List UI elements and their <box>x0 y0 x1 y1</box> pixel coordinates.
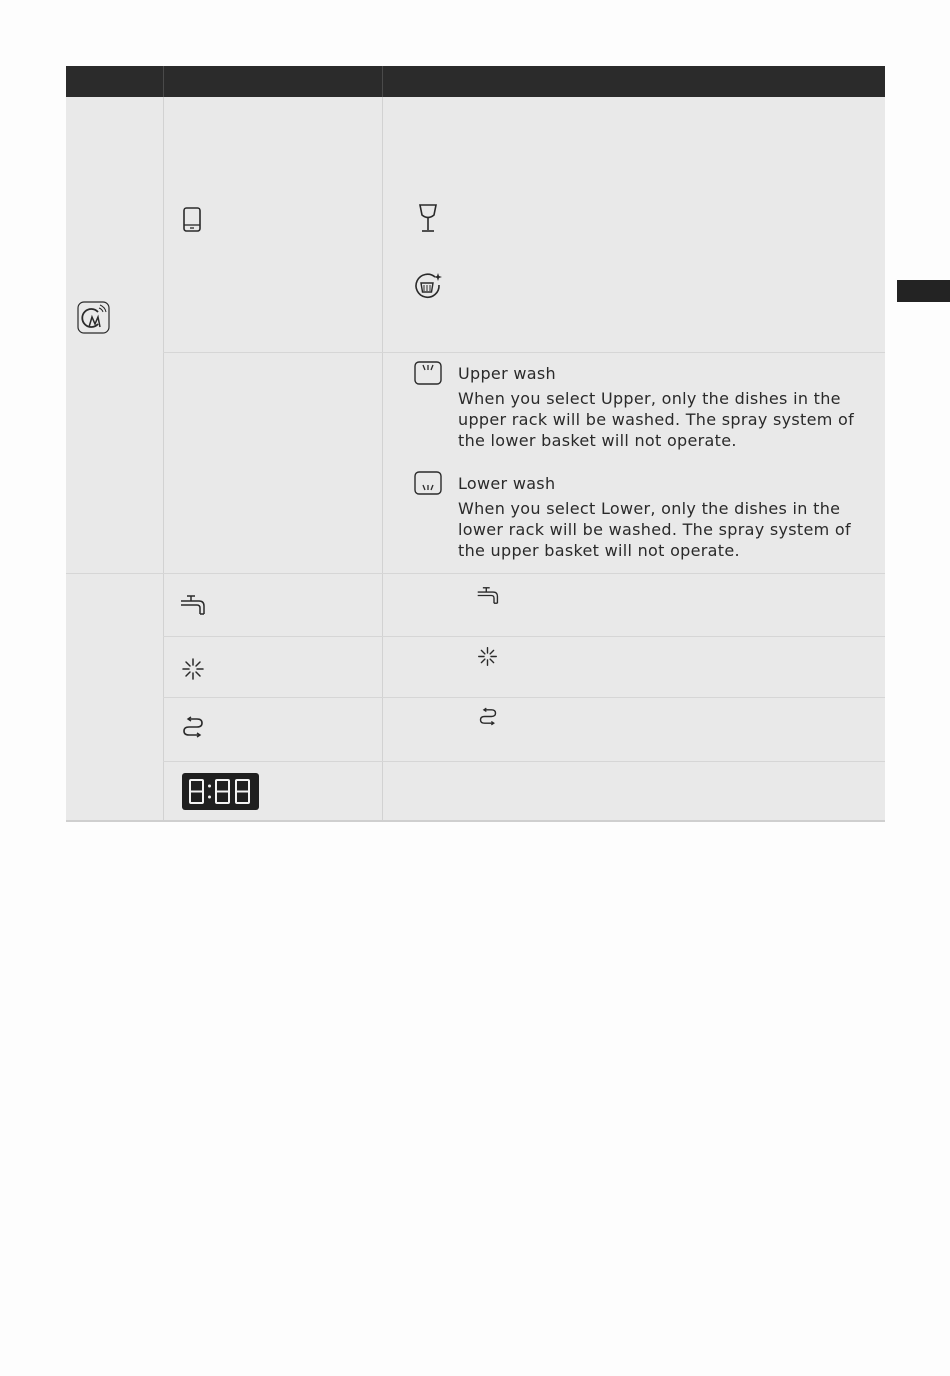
upper-wash-title: Upper wash <box>458 364 556 383</box>
row-divider <box>163 636 885 637</box>
smartphone-icon <box>182 207 202 233</box>
table-bottom-border <box>66 820 885 822</box>
row-divider <box>66 573 885 574</box>
upper-wash-description: When you select Upper, only the dishes in the upper rack will be washed. The spray system of the lower basket will not operate. <box>458 389 855 450</box>
lower-wash-title: Lower wash <box>458 474 556 493</box>
column-divider <box>382 97 383 822</box>
row-divider <box>163 761 885 762</box>
lower-wash-description: When you select Lower, only the dishes in the lower rack will be washed. The spray system of the upper basket will not operate. <box>458 499 851 560</box>
salt-regenerate-icon <box>181 716 205 738</box>
display-value: 8:88 <box>182 773 185 774</box>
rinse-aid-sparkle-icon <box>477 646 498 667</box>
row-divider <box>163 352 885 353</box>
rinse-aid-sparkle-icon <box>181 657 205 681</box>
column-divider <box>163 97 164 822</box>
lower-rack-icon <box>414 471 442 495</box>
upper-rack-icon <box>414 361 442 385</box>
digital-display <box>182 773 259 810</box>
header-divider <box>382 66 383 97</box>
table-header <box>66 66 885 97</box>
side-tab-marker <box>897 280 950 302</box>
control-panel-table <box>66 66 885 822</box>
wine-glass-icon <box>416 203 440 233</box>
tap-water-icon <box>179 594 207 616</box>
salt-regenerate-icon <box>478 707 498 726</box>
basket-sparkle-icon <box>413 271 443 301</box>
header-divider <box>163 66 164 97</box>
row-divider <box>163 697 885 698</box>
smart-control-icon <box>77 301 110 334</box>
tap-water-icon <box>476 586 500 605</box>
